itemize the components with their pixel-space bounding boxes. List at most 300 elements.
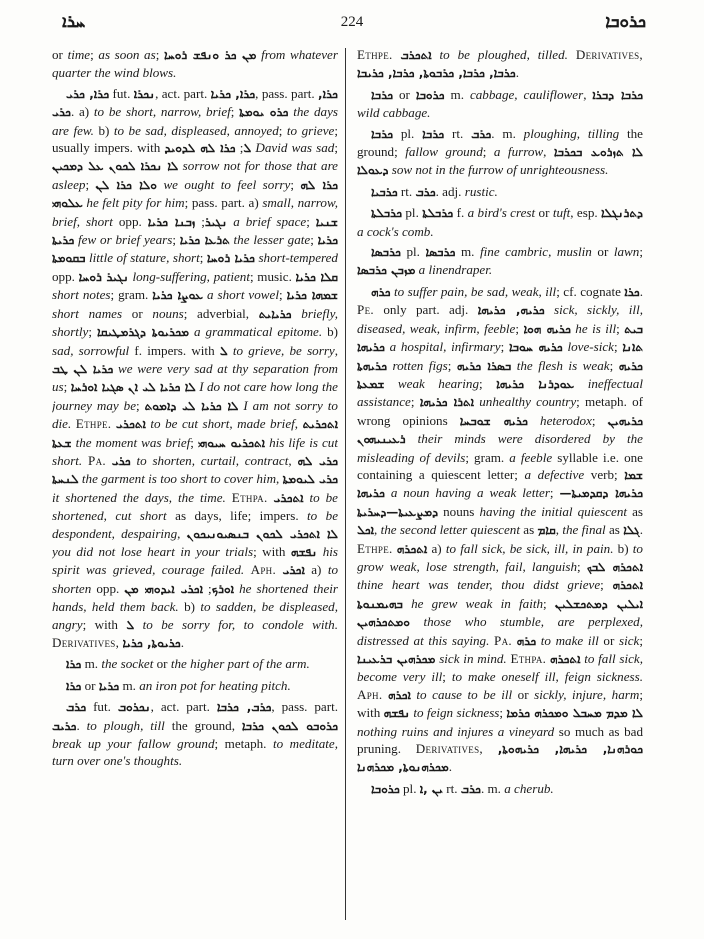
syriac-text: ܒܝܬ ܟܪܝܗܐ bbox=[357, 321, 643, 355]
stem-label: Derivatives, bbox=[575, 47, 643, 62]
syriac-text: ܐܬܟܪܝ bbox=[273, 490, 304, 505]
gloss-text: it shortened the days, the time. bbox=[52, 489, 226, 505]
gloss-text: having the initial quiescent bbox=[479, 503, 628, 519]
entry-text: as bbox=[627, 503, 643, 519]
gloss-text: he felt pity for him bbox=[86, 195, 185, 211]
entry-text: opp. bbox=[91, 580, 125, 596]
entry-text: , bbox=[294, 416, 303, 432]
syriac-text: ܟܪܝ ܠܗ ܠܢܚܬܐ bbox=[52, 453, 338, 487]
gloss-text: a feeble bbox=[509, 449, 553, 465]
entry-text: pl. bbox=[400, 244, 426, 260]
syriac-text: ܟܪܝܒ bbox=[52, 718, 77, 733]
entry-text: ; bbox=[195, 213, 205, 229]
gloss-text: sickly, injure, harm bbox=[534, 686, 640, 702]
gloss-text: cabbage, cauliflower bbox=[469, 86, 584, 102]
entry-text: fut. bbox=[109, 85, 134, 101]
syriac-text: ܐܬܟܪܗ bbox=[396, 541, 428, 556]
entry-text: , act. part. bbox=[150, 699, 217, 715]
gloss-text: short notes bbox=[52, 287, 111, 303]
entry-text: . m. bbox=[480, 780, 505, 796]
gloss-text: his spirit was grieved, courage failed. bbox=[52, 543, 338, 578]
syriac-text: ܐܬܟܪܒ bbox=[400, 48, 432, 62]
gloss-text: to make ill bbox=[540, 632, 599, 648]
syriac-text: ܐܝܠܝܢ ܕܡܬܟܫܠܝܢ ܘܡܬܟܪܗܝܢ bbox=[357, 596, 643, 630]
syriac-text: ܟܪܒܠܬܐ bbox=[371, 206, 402, 221]
gloss-text: few or brief years bbox=[78, 232, 173, 248]
entry-text: as days, life; impers. bbox=[166, 508, 308, 524]
syriac-text: ܟܪܝܐ ܠܢ ܛܒ bbox=[52, 361, 114, 376]
syriac-text: ܟܪܒ bbox=[460, 781, 481, 796]
entry-text: , bbox=[583, 86, 593, 102]
syriac-text: ܠ bbox=[219, 343, 228, 358]
entry-text: or bbox=[122, 305, 153, 321]
syriac-text: ܠ bbox=[243, 141, 252, 156]
entry-text: rt. bbox=[397, 183, 416, 199]
entry-text: ; gram. bbox=[110, 287, 153, 303]
entry-text: ; bbox=[577, 558, 587, 574]
gloss-text: fine cambric, muslin bbox=[480, 244, 592, 260]
syriac-text: ܬܐܢܐ ܟܪܝܗܬܐ bbox=[357, 340, 643, 373]
syriac-text: ܟܪܝܐܝܬ bbox=[258, 306, 292, 321]
gloss-text: to sadden, be displeased, angry bbox=[52, 599, 338, 632]
entry-text: , pass. part. bbox=[271, 699, 338, 715]
syriac-text: ܡܢ ܟܪ ܘܢܦܫ ܪܘܚܐ bbox=[163, 48, 257, 62]
gloss-text: to grieve, be sorry bbox=[232, 342, 335, 358]
entry-text: ; bbox=[190, 434, 198, 450]
gloss-text: a defective bbox=[524, 466, 585, 482]
entry-text bbox=[568, 47, 576, 62]
gloss-text: an iron pot for heating pitch. bbox=[139, 677, 291, 693]
entry-text bbox=[545, 302, 554, 317]
entry-text: m. bbox=[119, 677, 140, 693]
entry-text: only part. adj. bbox=[373, 302, 478, 318]
gloss-text: he is ill bbox=[575, 320, 617, 336]
syriac-text: ܫܢܝܐ ܟܪܝܬܐ bbox=[52, 214, 338, 248]
entry-text: or bbox=[591, 244, 614, 260]
syriac-text: ܐܟܠ bbox=[357, 523, 375, 538]
gloss-text: a hospital, infirmary bbox=[389, 339, 501, 355]
syriac-text: ܠܐ ܬܙܪܘܥ ܒܟܪܒܐ ܕܥܘܠܐ bbox=[357, 145, 643, 178]
syriac-text: ܟܪܝܗ ܫܘܒܚܐ bbox=[459, 413, 528, 428]
gloss-text: we ought to feel sorry bbox=[163, 176, 291, 192]
entry-text: ; metaph. of wrong opinions bbox=[357, 394, 643, 428]
syriac-text: ܟܪܝ bbox=[111, 453, 131, 468]
entry-text: f. bbox=[453, 205, 468, 221]
entry-text: ; bbox=[278, 122, 287, 138]
syriac-text: ܟܪܘܒܐ bbox=[415, 87, 445, 102]
gloss-text: their minds were disordered by the misleading of devils bbox=[357, 431, 643, 465]
entry-text: ; usually impers. with bbox=[52, 122, 338, 156]
entry-text: ; bbox=[85, 176, 96, 192]
dictionary-entry-entry-iron-pot bbox=[52, 677, 338, 695]
gloss-text: short names bbox=[52, 305, 123, 321]
entry-text: a) bbox=[427, 540, 446, 556]
gloss-text: the higher part of the arm. bbox=[170, 656, 310, 672]
stem-label: Pe. bbox=[357, 302, 374, 318]
entry-text: ; gram. bbox=[465, 449, 510, 465]
dictionary-entry-entry-krh-pain bbox=[357, 283, 643, 777]
entry-text: ; bbox=[639, 244, 643, 260]
gloss-text: to be despondent, despairing bbox=[52, 508, 338, 541]
entry-text bbox=[292, 306, 302, 321]
syriac-text: ܡܟܪܗܝܢ ܒܪܥܝܢܐ bbox=[357, 652, 436, 666]
entry-text: as bbox=[605, 522, 624, 538]
entry-text bbox=[574, 376, 587, 391]
syriac-text: ܟܪܐ ܠܗ ܠܕܘܝܕ bbox=[164, 141, 236, 156]
entry-text: so much as bad pruning. bbox=[357, 723, 643, 757]
syriac-text: ܟܪܘܒܐ bbox=[371, 781, 400, 796]
entry-text: ; bbox=[136, 397, 145, 413]
syriac-text: ܟܪܗ bbox=[516, 633, 537, 648]
entry-text: . bbox=[180, 635, 184, 650]
syriac-text: ܝܢ ,ܐ bbox=[419, 781, 443, 796]
entry-text: ; bbox=[334, 140, 338, 156]
gloss-text: sorrow not for those that are asleep bbox=[52, 158, 338, 192]
gloss-text: time bbox=[67, 47, 91, 62]
gloss-text: to be ploughed, tilled. bbox=[439, 47, 568, 62]
entry-text: ; music. bbox=[250, 268, 296, 284]
gloss-text: the days are few. bbox=[52, 104, 338, 138]
entry-text: ; bbox=[290, 176, 301, 192]
gloss-text: sick, sickly, ill, diseased, weak, infirm, feeble bbox=[357, 302, 643, 336]
gloss-text: nouns bbox=[152, 305, 184, 321]
stem-label: Aph. bbox=[250, 562, 277, 578]
entry-text: b) bbox=[93, 122, 114, 138]
page-number: 224 bbox=[340, 14, 364, 30]
entry-text: verb; bbox=[584, 466, 625, 482]
entry-text: or bbox=[52, 47, 68, 62]
syriac-text: ܡܙܒܢ ܟܪܒܣܐ bbox=[357, 263, 416, 278]
entry-text: ; bbox=[88, 324, 97, 340]
entry-text: . bbox=[639, 522, 643, 538]
syriac-text: ܟܪܒܣܐ bbox=[425, 245, 456, 260]
syriac-text: ܕܬܪܢܓܠܐ bbox=[601, 206, 643, 221]
stem-label: Ethpe. bbox=[75, 416, 112, 432]
entry-text: ; with bbox=[357, 686, 643, 721]
syriac-text: ܟܪܘܒܘ ܠܟܘܢ ܟܪܒܐ bbox=[241, 718, 338, 733]
entry-text bbox=[432, 47, 440, 62]
gloss-text: a linendraper. bbox=[418, 262, 493, 278]
syriac-text: ܟܪܒܐ bbox=[371, 87, 394, 102]
entry-text: as bbox=[520, 522, 538, 538]
entry-text: ; bbox=[199, 250, 207, 266]
entry-text: . bbox=[76, 717, 87, 733]
entry-text: , esp. bbox=[570, 205, 602, 221]
entry-text bbox=[384, 376, 397, 391]
syriac-text: ܟܪܝܗ ܚܘܒܐ bbox=[508, 340, 563, 355]
entry-text: . a) bbox=[70, 104, 94, 120]
entry-text: rt. bbox=[444, 125, 472, 141]
entry-text: f. impers. with bbox=[129, 342, 220, 358]
entry-text: , bbox=[288, 452, 298, 468]
entry-text: or bbox=[535, 205, 553, 221]
stem-label: Pa. bbox=[87, 452, 106, 468]
entry-text: . adj. bbox=[435, 183, 465, 199]
entry-text: . m. bbox=[491, 125, 524, 141]
syriac-text: ܟܪܝܗܝܢ ܪܥܝܢܝܗܘܢ bbox=[357, 413, 643, 447]
dictionary-entry-entry-kra-short bbox=[52, 85, 338, 653]
running-head-right: ܟܪܘܒܐ bbox=[605, 12, 646, 32]
entry-text: the ground, bbox=[164, 717, 242, 733]
syriac-text: ܐܬܪܐ ܟܪܝܗܐ bbox=[419, 395, 474, 410]
entry-text: , bbox=[334, 342, 338, 358]
entry-text: , bbox=[374, 522, 381, 538]
dictionary-entry-entry-cherub bbox=[357, 780, 643, 798]
entry-text: ; bbox=[639, 632, 643, 648]
entry-text: , act. part. bbox=[155, 85, 211, 101]
gloss-text: to fall sick, become very ill bbox=[357, 651, 643, 685]
syriac-text: ܟܪܐ bbox=[66, 657, 82, 672]
gloss-text: his life is cut short. bbox=[52, 434, 338, 468]
entry-text: ; bbox=[310, 232, 318, 248]
gloss-text: sick bbox=[618, 632, 640, 648]
syriac-text: ܬܪܥܐ ܟܪܝܐ bbox=[179, 233, 230, 248]
stem-label: Aph. bbox=[357, 686, 383, 702]
gloss-text: he shortened their hands, held them back. bbox=[52, 580, 338, 615]
entry-text bbox=[483, 741, 498, 756]
entry-text: the ground; bbox=[357, 125, 643, 160]
entry-text: . bbox=[515, 65, 519, 81]
entry-text: ; bbox=[202, 580, 212, 596]
syriac-text: ܟܪܒ bbox=[66, 700, 87, 715]
syriac-text: ܐܬܟܪܝܬ ܫܥܬܐ bbox=[52, 417, 338, 450]
entry-text: pl. bbox=[402, 205, 423, 221]
syriac-text: ܙܒܢܐ ܟܪܝܐ bbox=[147, 214, 196, 229]
entry-text: ; bbox=[63, 379, 71, 395]
entry-text: , bbox=[177, 525, 187, 541]
syriac-text: ܟܪܐ, ܟܪܝ bbox=[66, 86, 110, 101]
gloss-text: nothing ruins and injures a vineyard bbox=[357, 723, 555, 739]
stem-label: Ethpe. bbox=[357, 47, 393, 62]
syriac-text: ܟܪܝܐ bbox=[98, 678, 120, 693]
entry-text: ; bbox=[543, 595, 555, 611]
entry-text: ; bbox=[155, 47, 164, 62]
syriac-text: ܟܪܒܠܬܐ bbox=[422, 206, 454, 221]
gloss-text: short-tempered bbox=[258, 250, 338, 266]
entry-text bbox=[410, 614, 424, 629]
gloss-text: tuft bbox=[552, 205, 571, 221]
gloss-text: a short vowel bbox=[207, 287, 279, 303]
gloss-text: to make oneself ill, feign sickness. bbox=[451, 669, 643, 685]
syriac-text: ܟܪܝ ܠܝܘܡܬܐ bbox=[282, 472, 338, 487]
entry-text: ; bbox=[90, 47, 99, 62]
stem-label: Ethpa. bbox=[231, 489, 268, 505]
entry-text: fut. bbox=[86, 699, 118, 715]
syriac-text: ܟܪܝܗ ܗܘܐ bbox=[523, 321, 571, 336]
gloss-text: to plough, till bbox=[86, 717, 165, 733]
entry-text: , bbox=[555, 522, 563, 538]
syriac-text: ܢܟܪܐ bbox=[133, 86, 156, 101]
gloss-text: break up your fallow ground bbox=[52, 736, 215, 752]
syriac-text: ܘܠܐ ܟܪܐ ܠܢ bbox=[95, 177, 157, 192]
syriac-text: ܟܪܐ ܠܗ ܥܠܘܗܝ bbox=[52, 177, 338, 211]
gloss-text: to feign sickness bbox=[413, 705, 500, 721]
gloss-text: long-suffering, patient bbox=[132, 268, 250, 284]
gloss-text: ineffectual assistance bbox=[357, 375, 643, 410]
syriac-text: ܠܐ ܡܕܡ ܡܚܒܠ ܘܡܟܪܗ ܟܪܡܐ bbox=[506, 706, 643, 721]
gloss-text: to fall sick, be sick, ill, in pain. bbox=[445, 540, 614, 556]
syriac-text: ܒܣܪܐ ܟܪܝܗ bbox=[456, 358, 512, 373]
gloss-text: to shorten, curtail, contract bbox=[136, 452, 289, 468]
gloss-text: fallow ground bbox=[405, 144, 483, 160]
dictionary-entry-entry-krb-ethpe bbox=[357, 46, 643, 83]
entry-text: ; pass. part. a) bbox=[184, 195, 263, 211]
gloss-text: ploughing, tilling bbox=[523, 125, 620, 141]
entry-text: b) bbox=[178, 599, 201, 615]
syriac-text: ܟܪܒ, ܟܪܒܐ bbox=[216, 700, 272, 715]
syriac-text: ܟܪܒܐ, ܟܪܒܐ, ܟܪܒܘܬܐ, ܟܪܒܐ, ܟܪܝܒܐ bbox=[357, 66, 516, 81]
dictionary-entry-entry-crest bbox=[357, 204, 643, 240]
syriac-text: ܟܪܐ, ܟܪܝ bbox=[52, 86, 338, 120]
syriac-text: ܢܦܫܗ bbox=[383, 706, 410, 721]
stem-label: Ethpa. bbox=[510, 651, 547, 666]
syriac-text: ܟܪܒܐ bbox=[422, 126, 445, 141]
syriac-text: ܠܐ ܐܬܟܪܝ ܠܟܘܢ ܒܢܣܝܘܢܝܟܘܢ bbox=[186, 526, 338, 541]
syriac-text: ܢܓܝܪ ܪܘܚܐ bbox=[78, 269, 129, 284]
entry-text: ; bbox=[500, 339, 509, 355]
entry-text: m. bbox=[455, 244, 480, 260]
gloss-text: briefly, shortly bbox=[52, 305, 338, 340]
entry-text: ; bbox=[278, 287, 287, 303]
dictionary-entry-entry-ka-cont bbox=[52, 46, 338, 82]
entry-text: , bbox=[276, 471, 283, 487]
gloss-text: as soon as bbox=[98, 47, 156, 62]
gloss-text: a cock's comb. bbox=[357, 223, 434, 239]
syriac-text: ܟܪܒ bbox=[471, 126, 492, 141]
gloss-text: he grew weak in faith bbox=[411, 595, 544, 611]
gloss-text: the lesser gate bbox=[233, 232, 311, 248]
gloss-text: heterodox bbox=[540, 412, 592, 428]
syriac-text: ܟܘܪܗܢܐ, ܟܪܝܗܐ, ܟܪܝܗܘܬܐ, ܡܟܪܗܢܘܬܐ, ܡܟܪܗܢܐ bbox=[357, 742, 643, 775]
syriac-text: ܟܪܘ ܝܘܡܬܐ bbox=[239, 105, 289, 120]
entry-text: ; bbox=[306, 213, 316, 229]
gloss-text: lawn bbox=[613, 244, 640, 260]
entry-text: m. bbox=[444, 86, 470, 102]
entry-text: m. bbox=[81, 656, 102, 672]
entry-text: ; bbox=[591, 412, 608, 428]
syriac-text: ܟܪܝܗ, ܟܪܝܗܐ bbox=[477, 303, 545, 318]
entry-text: , pass. part. bbox=[255, 85, 319, 101]
syriac-text: ܠܐ ܟܪܝܐ ܠܝ ܐܢ ܣܓܝܐ ܐܘܪܚܐ bbox=[70, 380, 196, 395]
syriac-text: ܟܪܒ bbox=[415, 184, 436, 199]
dictionary-entry-entry-cabbage bbox=[357, 86, 643, 122]
syriac-text: ܐܟܪܝ ܐܝܕܘܗܝ ܡܢ bbox=[124, 581, 203, 596]
syriac-text: ܫܡܗܐ ܟܪܝܐ bbox=[286, 288, 338, 303]
entry-text: pl. bbox=[393, 125, 423, 141]
gloss-text: wild cabbage. bbox=[357, 105, 431, 121]
dictionary-entry-entry-ploughing bbox=[357, 125, 643, 180]
gloss-text: sow not in the furrow of unrighteousness. bbox=[391, 162, 609, 178]
entry-text: ; bbox=[442, 669, 452, 685]
gloss-text: thine heart was tender, thou didst grieve bbox=[357, 577, 601, 593]
gloss-text: weak hearing bbox=[397, 375, 480, 391]
gloss-text: to be short, narrow, brief bbox=[93, 104, 231, 120]
right-column bbox=[357, 46, 643, 926]
syriac-text: ܡܟܪܝܘܬܐ ܕܓܪܡܛܝܩܐ bbox=[96, 325, 190, 340]
gloss-text: unhealthy country bbox=[479, 394, 577, 410]
syriac-text: ܠܐ ܟܪܝܐ ܠܝ ܕܐܡܘܬ bbox=[144, 398, 239, 413]
gloss-text: we were very sad at thy separation from us bbox=[52, 360, 338, 395]
entry-text bbox=[528, 413, 540, 428]
gloss-text: sick in mind. bbox=[439, 651, 507, 666]
gloss-text: to be shortened, cut short bbox=[52, 489, 338, 524]
entry-text: ; bbox=[447, 357, 457, 373]
gloss-text: the flesh is weak bbox=[516, 357, 610, 373]
dictionary-entry-entry-socket bbox=[52, 655, 338, 673]
syriac-text: ܐܟܪܗ bbox=[388, 687, 411, 702]
gloss-text: the second letter quiescent bbox=[380, 522, 520, 538]
entry-text: ; bbox=[613, 339, 623, 355]
syriac-text: ܢܟܪܘܒ bbox=[117, 700, 151, 715]
syriac-text: ܟܪܝܐ ܒܩܘܡܬܐ bbox=[52, 233, 338, 266]
stem-label: Ethpe. bbox=[357, 540, 393, 556]
entry-text: ; bbox=[600, 577, 613, 593]
gloss-text: a noun bbox=[390, 485, 430, 501]
entry-text: syllable i.e. one containing a quiescent letter; bbox=[357, 449, 643, 482]
entry-text: b) bbox=[322, 324, 338, 340]
gloss-text: small, narrow, brief, short bbox=[52, 195, 338, 229]
entry-text: ; bbox=[499, 705, 507, 721]
entry-text: ; bbox=[410, 394, 420, 410]
gloss-text: a cherub. bbox=[504, 780, 554, 796]
entry-text: pl. bbox=[399, 780, 420, 796]
syriac-text: ܐܘܪܟ bbox=[211, 581, 235, 596]
left-column bbox=[52, 46, 338, 926]
stem-label: Derivatives, bbox=[415, 741, 483, 757]
entry-text: . bbox=[639, 283, 643, 299]
syriac-text: ܢܓܝܪ bbox=[204, 214, 228, 229]
entry-text: ; with bbox=[82, 616, 127, 632]
gloss-text: I am not sorry to die. bbox=[52, 397, 338, 432]
gloss-text: the garment is too short to cover him bbox=[81, 471, 277, 487]
stem-label: Pa. bbox=[494, 632, 512, 648]
entry-text bbox=[134, 617, 142, 632]
entry-text: ; bbox=[609, 357, 619, 373]
syriac-text: ܐܬܟܪܝܘ ܚܝܘܗܝ bbox=[197, 435, 266, 450]
gloss-text: a bird's crest bbox=[467, 205, 536, 221]
gloss-text: to cause to be ill bbox=[416, 686, 513, 702]
entry-text: ; with bbox=[253, 543, 291, 559]
stem-label: Derivatives, bbox=[52, 635, 120, 650]
syriac-text: ܟܪܝܘܬܐ, ܟܪܝܐ bbox=[122, 636, 181, 650]
gloss-text: the socket bbox=[101, 656, 154, 672]
gloss-text: from whatever quarter the wind blows. bbox=[52, 47, 338, 81]
entry-text: or bbox=[598, 632, 619, 648]
gloss-text: to be sad, displeased, annoyed bbox=[113, 122, 279, 138]
gloss-text: having a weak letter bbox=[435, 485, 550, 501]
syriac-text: ܐܟܪܝ bbox=[282, 563, 305, 578]
syriac-text: ܟܪܐ bbox=[66, 678, 82, 693]
syriac-text: ܥܘܕܪܢܐ ܟܪܝܗܐ bbox=[496, 376, 575, 391]
entry-text: ; adverbial, bbox=[183, 305, 259, 321]
gloss-text: the moment was brief bbox=[75, 434, 191, 450]
column-divider bbox=[345, 48, 346, 920]
entry-text: ; bbox=[515, 320, 524, 336]
syriac-text: ܐܬܟܪܗ ܠܒܟ bbox=[586, 559, 643, 574]
gloss-text: rotten figs bbox=[392, 357, 448, 373]
gloss-text: sad, sorrowful bbox=[52, 342, 130, 358]
entry-text bbox=[406, 431, 418, 446]
syriac-text: ܟܪܒܝܐ bbox=[371, 184, 398, 199]
gloss-text: to grow weak, lose strength, fail, languish bbox=[357, 540, 643, 574]
entry-text: or bbox=[153, 656, 171, 672]
entry-text: ; bbox=[482, 144, 494, 160]
entry-text: ; bbox=[549, 485, 560, 501]
dictionary-entry-entry-rustic bbox=[357, 183, 643, 201]
gloss-text: to be sorry for, to condole with. bbox=[142, 616, 338, 632]
gloss-text: to meditate, turn over one's thoughts. bbox=[52, 736, 338, 769]
gloss-text: David was sad bbox=[255, 140, 335, 156]
